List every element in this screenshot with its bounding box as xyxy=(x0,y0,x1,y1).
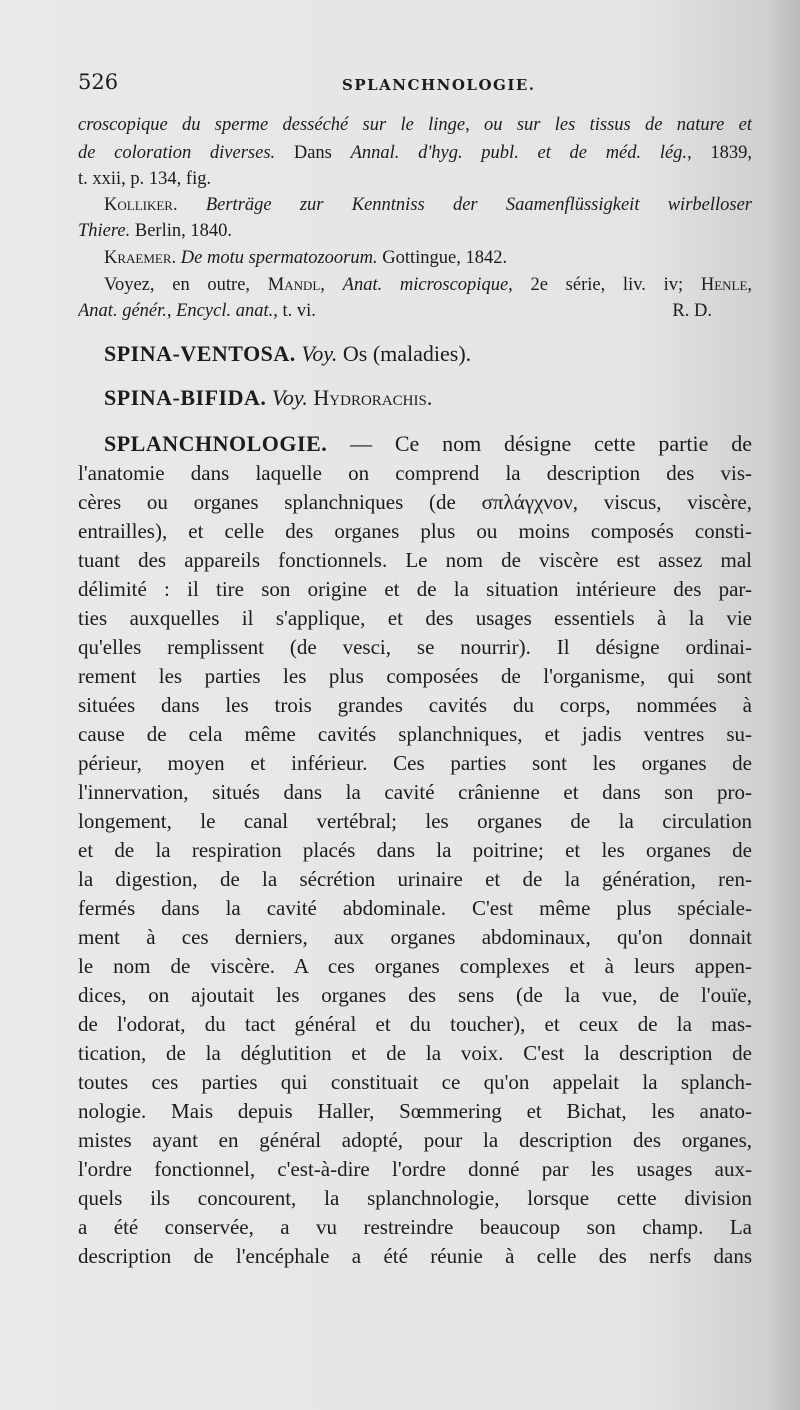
article-line: de l'odorat, du tact général et du toucher), et ceux de la mas- xyxy=(78,1012,752,1036)
article-line: ment à ces derniers, aux organes abdominaux, qu'on donnait xyxy=(78,925,752,949)
signature: R. D. xyxy=(672,301,712,321)
article-line: nologie. Mais depuis Haller, Sœmmering et Bichat, les anato- xyxy=(78,1099,752,1123)
article-line: rement les parties les plus composées de l'organisme, qui sont xyxy=(78,664,752,688)
article-line: l'ordre fonctionnel, c'est-à-dire l'ordre donné par les usages aux- xyxy=(78,1157,752,1181)
article-line: délimité : il tire son origine et de la situation intérieure des par- xyxy=(78,577,752,601)
article-line: longement, le canal vertébral; les organes de la circulation xyxy=(78,809,752,833)
article-line: a été conservée, a vu restreindre beaucoup son champ. La xyxy=(78,1215,752,1239)
article-first-line: SPLANCHNOLOGIE. — Ce nom désigne cette partie de xyxy=(104,431,752,456)
article-line: le nom de viscère. A ces organes complexes et à leurs appen- xyxy=(78,954,752,978)
article-line: mistes ayant en général adopté, pour la description des organes, xyxy=(78,1128,752,1152)
article-term: SPLANCHNOLOGIE. xyxy=(104,431,328,456)
ref-kolliker: Kolliker. Berträge zur Kenntniss der Saamenflüssigkeit wirbelloser xyxy=(104,195,752,215)
entry-spina-ventosa: SPINA-VENTOSA. Voy. Os (maladies). xyxy=(104,341,472,366)
ref-line-3: t. xxii, p. 134, fig. xyxy=(78,169,212,189)
article-line: cères ou organes splanchniques (de σπλάγχνον, viscus, viscère, xyxy=(78,490,752,514)
article-line: quels ils concourent, la splanchnologie, lorsque cette division xyxy=(78,1186,752,1210)
ref-kraemer: Kraemer. De motu spermatozoorum. Gottingue, 1842. xyxy=(104,248,508,268)
article-line: description de l'encéphale a été réunie à celle des nerfs dans xyxy=(78,1244,752,1268)
article-line: situées dans les trois grandes cavités du corps, nommées à xyxy=(78,693,752,717)
article-line: ties auxquelles il s'applique, et des usages essentiels à la vie xyxy=(78,606,752,630)
ref-voyez: Voyez, en outre, Mandl, Anat. microscopique, 2e série, liv. iv; Henle, xyxy=(104,275,752,295)
page-number: 526 xyxy=(78,70,119,94)
article-line: tuant des appareils fonctionnels. Le nom de viscère est assez mal xyxy=(78,548,752,572)
article-line: cause de cela même cavités splanchniques, et jadis ventres su- xyxy=(78,722,752,746)
article-line: toutes ces parties qui constituait ce qu'on appelait la splanch- xyxy=(78,1070,752,1094)
ref-voyez-cont: Anat. génér., Encycl. anat., t. vi. R. D. xyxy=(78,298,752,324)
article-line: tication, de la déglutition et de la voix. C'est la description de xyxy=(78,1041,752,1065)
page-header xyxy=(78,70,758,106)
article-line: qu'elles remplissent (de vesci, se nourrir). Il désigne ordinai- xyxy=(78,635,752,659)
ref-line-2: de coloration diverses. Dans Annal. d'hyg. publ. et de méd. lég., 1839, xyxy=(78,143,752,163)
article-line: et de la respiration placés dans la poitrine; et les organes de xyxy=(78,838,752,862)
article-line: l'anatomie dans laquelle on comprend la description des vis- xyxy=(78,461,752,485)
article-line: l'innervation, situés dans la cavité crânienne et dans son pro- xyxy=(78,780,752,804)
article-line: périeur, moyen et inférieur. Ces parties sont les organes de xyxy=(78,751,752,775)
ref-line-1: croscopique du sperme desséché sur le linge, ou sur les tissus de nature et xyxy=(78,115,752,135)
article-line: la digestion, de la sécrétion urinaire et de la génération, ren- xyxy=(78,867,752,891)
article-line: fermés dans la cavité abdominale. C'est même plus spéciale- xyxy=(78,896,752,920)
article-line: entrailles), et celle des organes plus ou moins composés consti- xyxy=(78,519,752,543)
ref-kolliker-cont: Thiere. Berlin, 1840. xyxy=(78,221,232,241)
article-line: dices, on ajoutait les organes des sens (de la vue, de l'ouïe, xyxy=(78,983,752,1007)
running-head: SPLANCHNOLOGIE. xyxy=(342,76,536,94)
entry-spina-bifida: SPINA-BIFIDA. Voy. Hydrorachis. xyxy=(104,385,433,410)
